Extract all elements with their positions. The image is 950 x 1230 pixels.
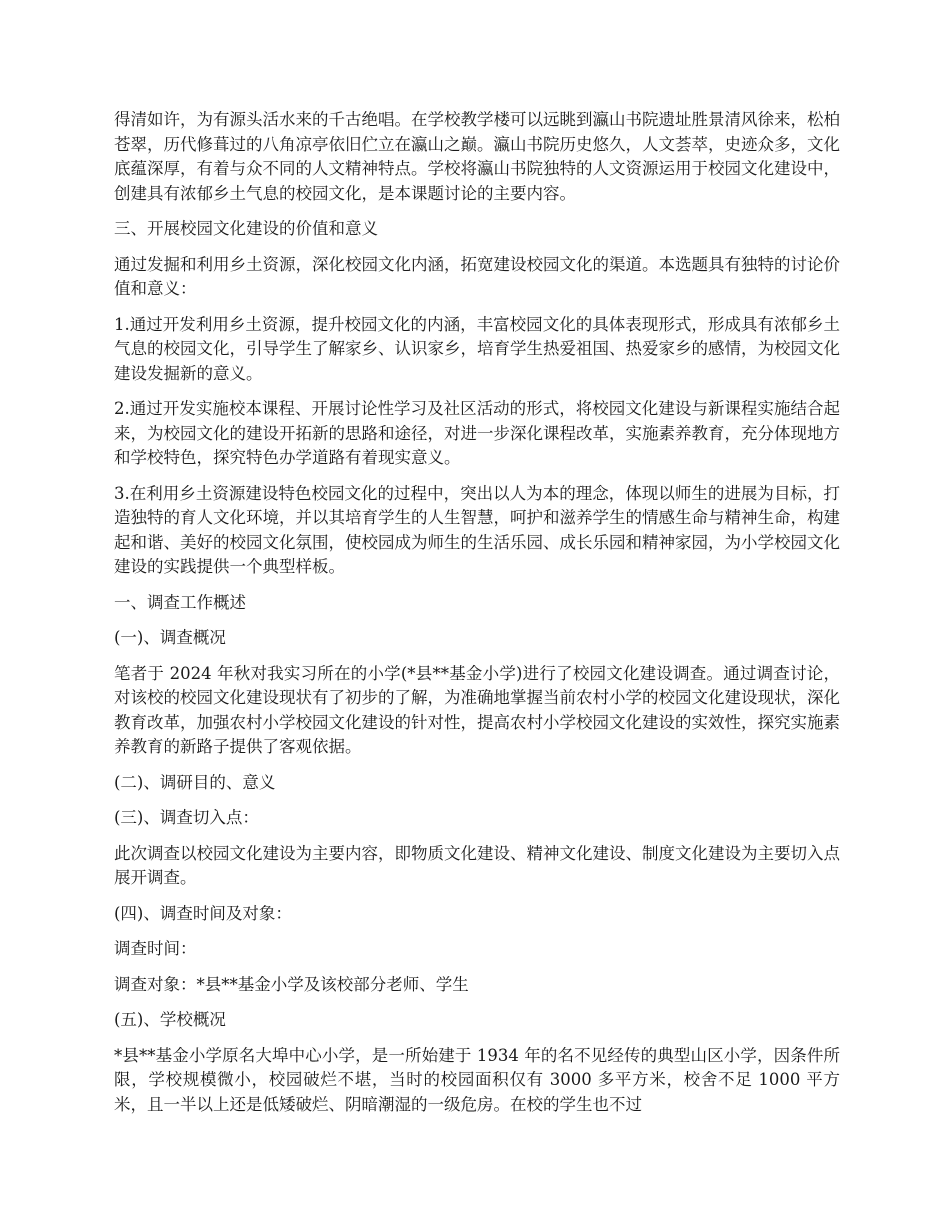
document-page [114,108,840,1128]
paragraph-point-2: 2.通过开发实施校本课程、开展讨论性学习及社区活动的形式，将校园文化建设与新课程实施结合起来，为校园文化的建设开拓新的思路和途径，对进一步深化课程改革，实施素养教育，充分体现地方和学校特色，探究特色办学道路有着现实意义。 [114,399,840,467]
section-heading-survey-overview: 一、调查工作概述 [114,592,246,612]
survey-subject-line: 调查对象：*县**基金小学及该校部分老师、学生 [114,974,469,994]
subheading-survey-general: (一)、调查概况 [114,628,226,647]
section-heading-value: 三、开展校园文化建设的价值和意义 [114,219,378,238]
paragraph-value-intro: 通过发掘和利用乡土资源，深化校园文化内涵，拓宽建设校园文化的渠道。本选题具有独特的讨论价值和意义： [114,254,840,298]
subheading-school-overview: (五)、学校概况 [114,1010,226,1029]
subheading-purpose: (二)、调研目的、意义 [114,772,276,792]
paragraph-entry-point: 此次调查以校园文化建设为主要内容，即物质文化建设、精神文化建设、制度文化建设为主要切入点展开调查。 [114,843,840,887]
paragraph-school-overview: *县**基金小学原名大埠中心小学，是一所始建于 1934 年的名不见经传的典型山区小学，因条件所限，学校规模微小，校园破烂不堪，当时的校园面积仅有 3000 多平方米，校舍不足 1000 平方米，且一半以上还是低矮破烂、阴暗潮湿的一级危房。在校的学生也不过 [114,1045,840,1114]
paragraph-intro: 得清如许，为有源头活水来的千古绝唱。在学校教学楼可以远眺到瀛山书院遗址胜景清风徐来，松柏苍翠，历代修葺过的八角凉亭依旧伫立在瀛山之巅。瀛山书院历史悠久，人文荟萃，史迹众多，文化底蕴深厚，有着与众不同的人文精神特点。学校将瀛山书院独特的人文资源运用于校园文化建设中，创建具有浓郁乡土气息的校园文化，是本课题讨论的主要内容。 [114,110,840,203]
subheading-entry-point: (三)、调查切入点： [114,808,259,827]
survey-time-label: 调查时间： [114,939,197,958]
paragraph-point-3: 3.在利用乡土资源建设特色校园文化的过程中，突出以人为本的理念，体现以师生的进展为目标，打造独特的育人文化环境，并以其培育学生的人生智慧，呵护和滋养学生的情感生命与精神生命，构建起和谐、美好的校园文化氛围，使校园成为师生的生活乐园、成长乐园和精神家园，为小学校园文化建设的实践提供一个典型样板。 [114,483,840,576]
subheading-time-and-subject: (四)、调查时间及对象： [114,903,292,923]
paragraph-survey-general: 笔者于 2024 年秋对我实习所在的小学(*县**基金小学)进行了校园文化建设调查。通过调查讨论，对该校的校园文化建设现状有了初步的了解，为准确地掌握当前农村小学的校园文化建设现状，深化教育改革，加强农村小学校园文化建设的针对性，提高农村小学校园文化建设的实效性，探究实施素养教育的新路子提供了客观依据。 [114,663,840,756]
paragraph-point-1: 1.通过开发利用乡土资源，提升校园文化的内涵，丰富校园文化的具体表现形式，形成具有浓郁乡土气息的校园文化，引导学生了解家乡、认识家乡，培育学生热爱祖国、热爱家乡的感情，为校园文化建设发掘新的意义。 [114,314,840,383]
